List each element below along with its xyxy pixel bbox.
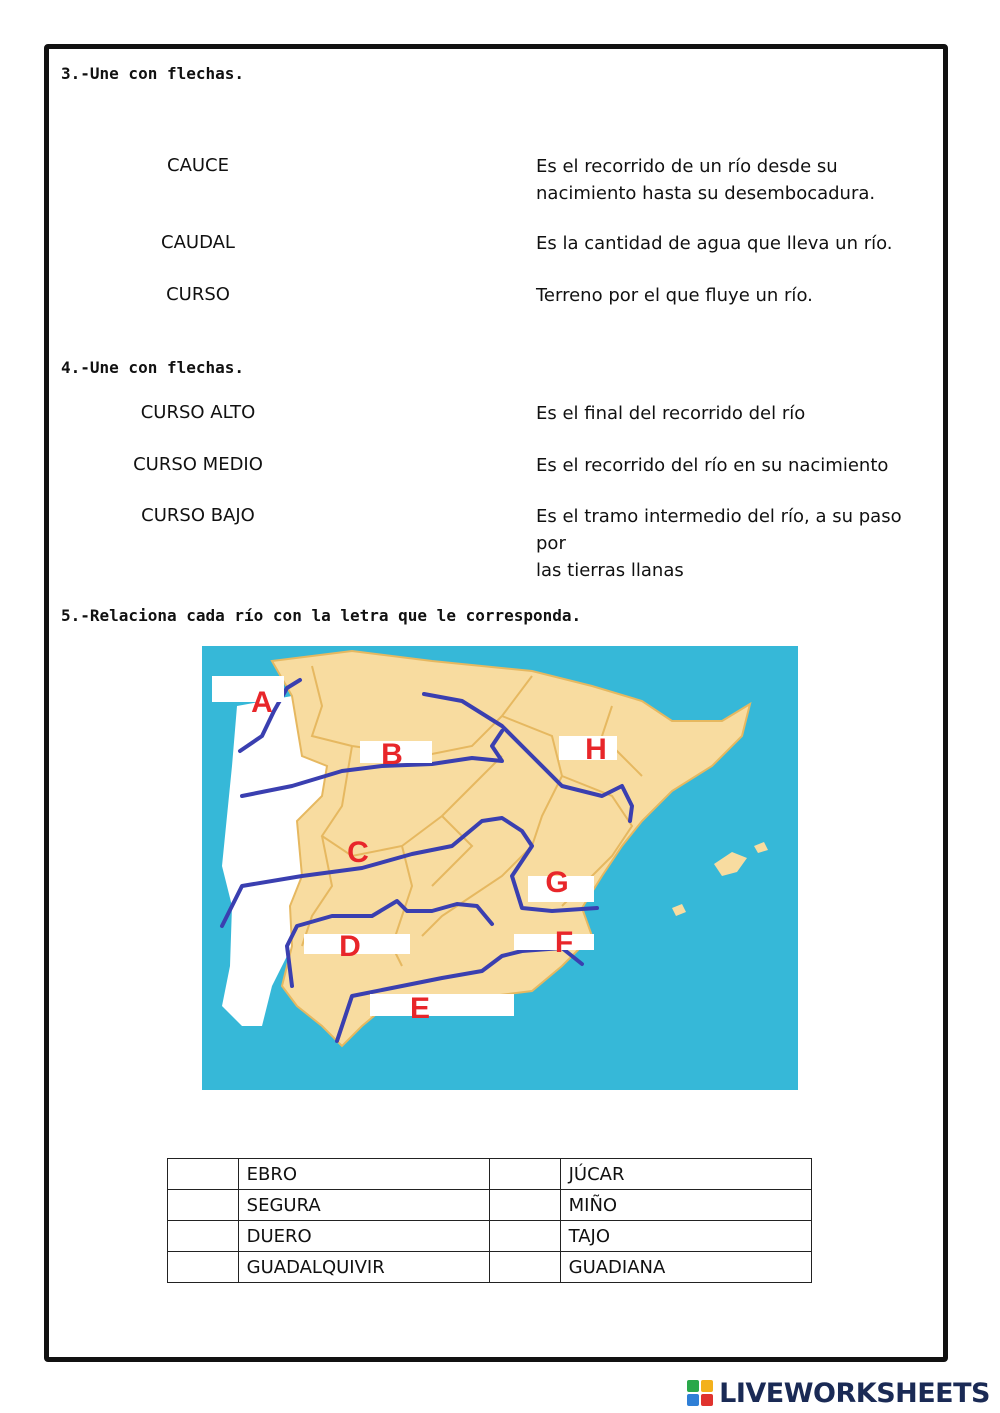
- q4-def-1-line-1: Es el final del recorrido del río: [536, 403, 806, 424]
- q4-def-3-line-2: las tierras llanas: [536, 560, 684, 581]
- answer-cell[interactable]: [168, 1221, 239, 1252]
- table-row: [168, 1190, 812, 1221]
- answer-cell[interactable]: [489, 1221, 560, 1252]
- liveworksheets-brand: LIVEWORKSHEETS: [719, 1377, 990, 1409]
- river-name: GUADIANA: [560, 1252, 811, 1283]
- letter-e: E: [409, 992, 431, 1025]
- q3-def-2-line-1: Es la cantidad de agua que lleva un río.: [536, 233, 893, 254]
- river-name: TAJO: [560, 1221, 811, 1252]
- q3-term-caudal: CAUDAL: [161, 232, 235, 253]
- river-name: DUERO: [238, 1221, 489, 1252]
- letter-c: C: [347, 836, 369, 869]
- river-name: JÚCAR: [560, 1159, 811, 1190]
- river-name: EBRO: [238, 1159, 489, 1190]
- river-name: GUADALQUIVIR: [238, 1252, 489, 1283]
- answer-cell[interactable]: [168, 1252, 239, 1283]
- letter-a: A: [251, 686, 273, 719]
- q3-def-3: [536, 282, 936, 309]
- q4-def-3-line-1: Es el tramo intermedio del río, a su paso por: [536, 506, 902, 554]
- q4-title: 4.-Une con flechas.: [61, 358, 245, 377]
- table-row: [168, 1159, 812, 1190]
- q3-term-cauce: CAUCE: [167, 155, 229, 176]
- answer-cell[interactable]: [168, 1159, 239, 1190]
- q4-term-curso-alto: CURSO ALTO: [140, 402, 256, 423]
- liveworksheets-footer: [687, 1378, 990, 1408]
- q3-def-3-line-1: Terreno por el que fluye un río.: [536, 285, 813, 306]
- river-name: SEGURA: [238, 1190, 489, 1221]
- q4-def-3: [536, 503, 936, 584]
- letter-f: F: [554, 926, 574, 959]
- q3-def-1: [536, 153, 936, 207]
- river-name: MIÑO: [560, 1190, 811, 1221]
- rivers-table: [167, 1158, 812, 1283]
- q4-def-2-line-1: Es el recorrido del río en su nacimiento: [536, 455, 889, 476]
- q5-title: 5.-Relaciona cada río con la letra que le corresponda.: [61, 606, 582, 625]
- q3-def-1-line-1: Es el recorrido de un río desde su: [536, 156, 838, 177]
- table-row: [168, 1221, 812, 1252]
- letter-d: D: [339, 930, 361, 963]
- q3-term-curso: CURSO: [166, 284, 230, 305]
- q4-term-curso-medio: CURSO MEDIO: [133, 454, 263, 475]
- q4-def-2: [536, 452, 936, 479]
- q3-def-1-line-2: nacimiento hasta su desembocadura.: [536, 183, 876, 204]
- answer-cell[interactable]: [489, 1159, 560, 1190]
- liveworksheets-logo-icon: [687, 1380, 713, 1406]
- answer-cell[interactable]: [168, 1190, 239, 1221]
- q3-title: 3.-Une con flechas.: [61, 64, 245, 83]
- q4-def-1: [536, 400, 936, 427]
- answer-cell[interactable]: [489, 1190, 560, 1221]
- q3-def-2: [536, 230, 936, 257]
- letter-b: B: [381, 738, 403, 771]
- spain-rivers-map: [202, 646, 798, 1090]
- letter-h: H: [585, 733, 607, 766]
- letter-g: G: [545, 866, 569, 899]
- answer-cell[interactable]: [489, 1252, 560, 1283]
- table-row: [168, 1252, 812, 1283]
- q4-term-curso-bajo: CURSO BAJO: [141, 505, 255, 526]
